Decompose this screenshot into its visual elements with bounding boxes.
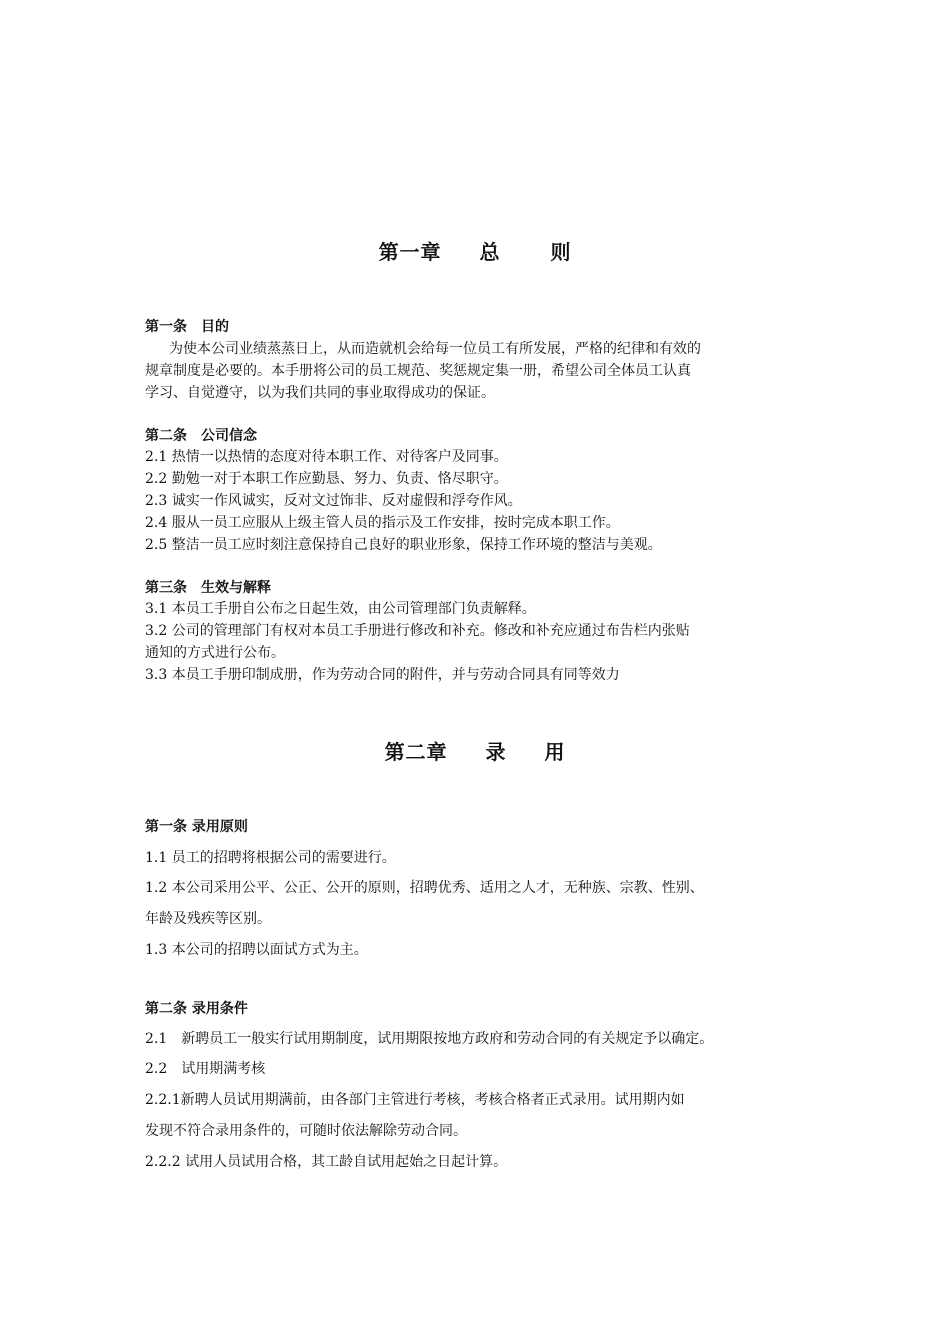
chapter-2-title-char-1: 录 [485, 740, 507, 764]
chapter-2-title-char-2: 用 [544, 740, 566, 764]
article-1-heading: 第一条 录用原则 [145, 819, 248, 835]
article-2-line: 2.2.2 试用人员试用合格，其工龄自试用起始之日起计算。 [145, 1154, 508, 1170]
article-2-line: 2.2 勤勉一对于本职工作应勤恳、努力、负责、恪尽职守。 [145, 471, 508, 487]
chapter-2-title [0, 736, 950, 765]
chapter-2-number: 第二章 [384, 740, 448, 764]
article-2-line: 2.5 整洁一员工应时刻注意保持自己良好的职业形象，保持工作环境的整洁与美观。 [145, 537, 662, 553]
article-1-line: 为使本公司业绩蒸蒸日上，从而造就机会给每一位员工有所发展，严格的纪律和有效的 [169, 341, 701, 357]
article-2-line: 2.4 服从一员工应服从上级主管人员的指示及工作安排，按时完成本职工作。 [145, 515, 620, 531]
article-1-heading: 第一条 目的 [145, 319, 229, 335]
article-1-line: 学习、自觉遵守，以为我们共同的事业取得成功的保证。 [145, 385, 495, 401]
article-1-line: 1.2 本公司采用公平、公正、公开的原则，招聘优秀、适用之人才，无种族、宗教、性别、 [145, 880, 704, 896]
article-2-line: 2.2.1新聘人员试用期满前，由各部门主管进行考核，考核合格者正式录用。试用期内如 [145, 1092, 685, 1108]
chapter-1-title [0, 236, 950, 265]
article-2-line: 2.2 试用期满考核 [145, 1061, 266, 1077]
article-1-line: 年龄及残疾等区别。 [145, 911, 271, 927]
article-2-line: 2.1 新聘员工一般实行试用期制度，试用期限按地方政府和劳动合同的有关规定予以确定。 [145, 1031, 714, 1047]
article-1-line: 1.1 员工的招聘将根据公司的需要进行。 [145, 850, 396, 866]
article-2-line: 2.3 诚实一作风诚实，反对文过饰非、反对虚假和浮夸作风。 [145, 493, 522, 509]
article-3-line: 3.1 本员工手册自公布之日起生效，由公司管理部门负责解释。 [145, 601, 536, 617]
article-3-line: 3.2 公司的管理部门有权对本员工手册进行修改和补充。修改和补充应通过布告栏内张贴 [145, 623, 690, 639]
article-2-heading: 第二条 公司信念 [145, 428, 257, 444]
article-2-line: 发现不符合录用条件的，可随时依法解除劳动合同。 [145, 1123, 467, 1139]
article-3-line: 3.3 本员工手册印制成册，作为劳动合同的附件，并与劳动合同具有同等效力 [145, 667, 620, 683]
chapter-1-title-char-1: 总 [479, 240, 501, 264]
chapter-1-number: 第一章 [378, 240, 442, 264]
chapter-1-title-char-2: 则 [550, 240, 572, 264]
article-2-heading: 第二条 录用条件 [145, 1001, 248, 1017]
article-3-heading: 第三条 生效与解释 [145, 580, 271, 596]
article-2-line: 2.1 热情一以热情的态度对待本职工作、对待客户及同事。 [145, 449, 508, 465]
article-1-line: 规章制度是必要的。本手册将公司的员工规范、奖惩规定集一册，希望公司全体员工认真 [145, 363, 691, 379]
article-1-line: 1.3 本公司的招聘以面试方式为主。 [145, 942, 368, 958]
article-3-line: 通知的方式进行公布。 [145, 645, 285, 661]
